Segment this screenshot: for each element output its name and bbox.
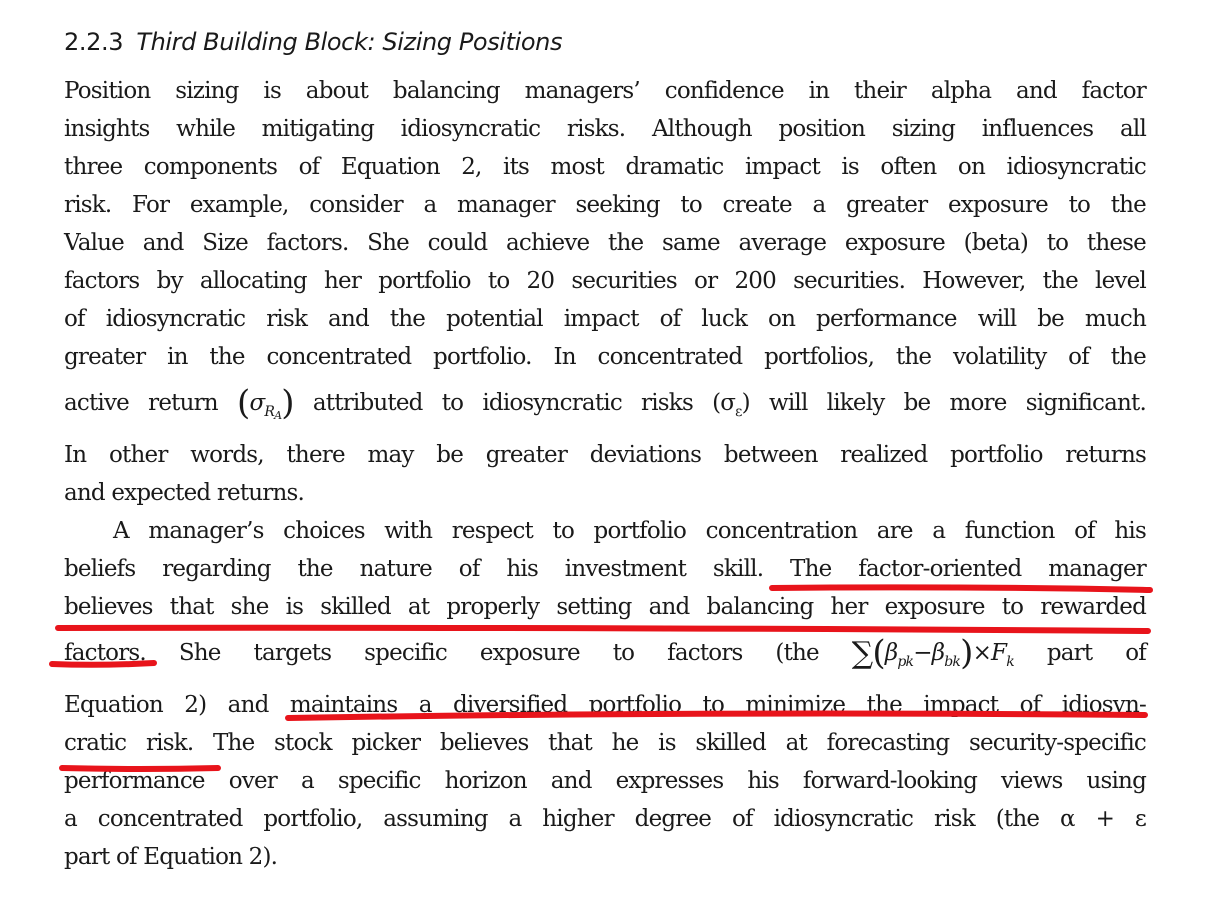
text-line: Value and Size factors. She could achieve the same average exposure (beta) to these [64, 230, 1146, 256]
section-heading [64, 22, 562, 62]
text-fragment-b: attributed to idiosyncratic risks (σ [312, 390, 736, 416]
section-title: Third Building Block: Sizing Positions [136, 28, 563, 56]
formula-subscript: ε [735, 404, 742, 420]
formula-beta: β [884, 640, 898, 666]
text-line: a concentrated portfolio, assuming a higher degree of idiosyncratic risk (the α + ε [64, 806, 1146, 832]
formula-subsubscript: A [274, 409, 282, 422]
text-line: insights while mitigating idiosyncratic risks. Although position sizing influences all [64, 116, 1146, 142]
text-fragment: factors. She targets specific exposure to factors (the [64, 640, 819, 666]
formula-symbol: σ [249, 390, 265, 416]
underline-mark [58, 628, 1148, 631]
text-fragment [312, 390, 1146, 420]
text-line: part of Equation 2). [64, 844, 278, 870]
text-line: A manager’s choices with respect to portfolio concentration are a function of his [113, 518, 1146, 544]
formula-operator: × [972, 640, 992, 666]
text-line: risk. For example, consider a manager seeking to create a greater exposure to the [64, 192, 1146, 218]
text-line: cratic risk. The stock picker believes that he is skilled at forecasting security-specific [64, 730, 1146, 756]
formula-subscript: pk [897, 654, 914, 670]
formula-subscript: k [1006, 654, 1014, 670]
formula-sum: ∑ [851, 636, 873, 671]
text-line: Equation 2) and maintains a diversified portfolio to minimize the impact of idiosyn- [64, 692, 1146, 718]
text-line: believes that she is skilled at properly setting and balancing her exposure to rewarded [64, 594, 1146, 620]
formula-beta: β [931, 640, 945, 666]
text-line: of idiosyncratic risk and the potential impact of luck on performance will be much [64, 306, 1146, 332]
inline-formula-beta-sum: $\sum(\beta_{pk}-\beta_{bk})\times F_k$ [851, 633, 1014, 673]
formula-subscript: R [264, 404, 275, 420]
formula-operator: − [913, 640, 932, 666]
text-line: performance over a specific horizon and expresses his forward-looking views using [64, 768, 1146, 794]
text-line: Position sizing is about balancing managers’ confidence in their alpha and factor [64, 78, 1146, 104]
formula-subscript: bk [944, 654, 961, 670]
text-fragment-c: ) will likely be more significant. [741, 390, 1146, 416]
formula-factor: F [991, 640, 1007, 666]
text-line: factors by allocating her portfolio to 20 securities or 200 securities. However, the level [64, 268, 1146, 294]
text-line: greater in the concentrated portfolio. In concentrated portfolios, the volatility of the [64, 344, 1146, 370]
text-line: beliefs regarding the nature of his investment skill. The factor-oriented manager [64, 556, 1146, 582]
text-line: three components of Equation 2, its most dramatic impact is often on idiosyncratic [64, 154, 1146, 180]
text-line-with-formula [64, 634, 1146, 672]
text-fragment: active return [64, 390, 218, 416]
text-line: and expected returns. [64, 480, 305, 506]
text-line: In other words, there may be greater deviations between realized portfolio returns [64, 442, 1146, 468]
section-number: 2.2.3 [64, 28, 124, 56]
text-line-with-formula [64, 384, 1146, 422]
inline-formula-sigma-ra: $(\sigma_{RA})$ [236, 383, 294, 423]
text-fragment: part of [1046, 640, 1146, 666]
